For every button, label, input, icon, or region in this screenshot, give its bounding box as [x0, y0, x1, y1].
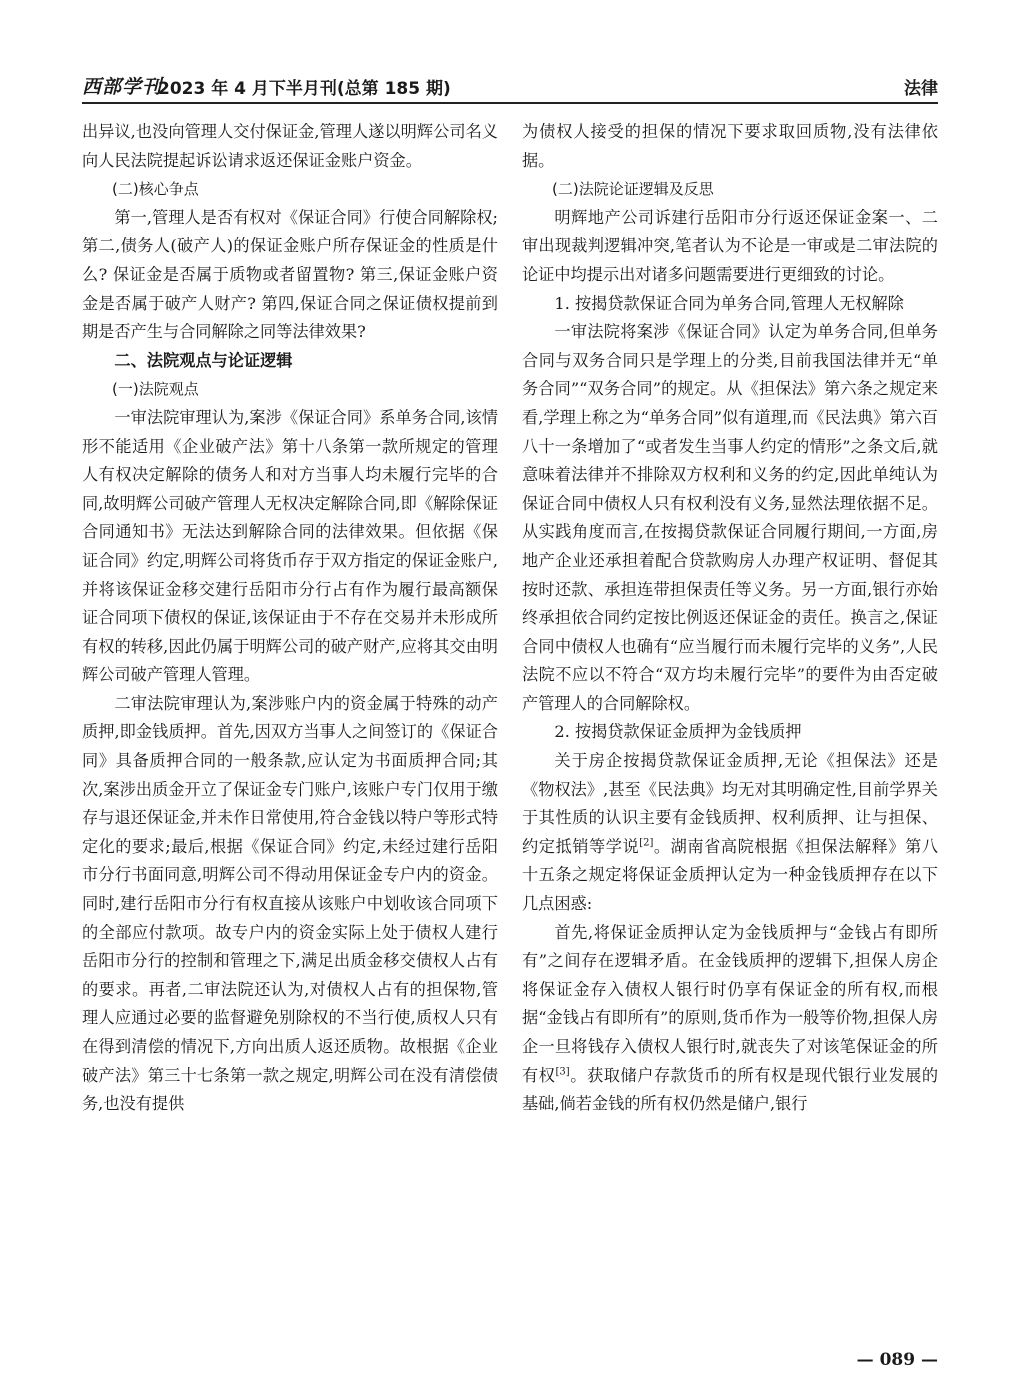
issue-info: 2023 年 4 月下半月刊(总第 185 期) — [158, 79, 451, 99]
paragraph: 为债权人接受的担保的情况下要求取回质物,没有法律依据。 — [522, 122, 938, 170]
numbered-heading: 1. 按揭贷款保证合同为单务合同,管理人无权解除 — [554, 293, 904, 313]
page-header — [82, 62, 938, 104]
subsection-heading: (二)法院论证逻辑及反思 — [552, 180, 714, 199]
subsection-heading: (二)核心争点 — [112, 180, 199, 199]
paragraph: 二审法院审理认为,案涉账户内的资金属于特殊的动产质押,即金钱质押。首先,因双方当事人之间签订的《保证合同》具备质押合同的一般条款,应认定为书面质押合同;其次,案涉出质金开立了保证金专门账户,该账户专门仅用于缴存与退还保证金,并未作日常使用,符合金钱以特户等形式特定化的要求;最后,根据《保证合同》约定,未经过建行岳阳市分行书面同意,明辉公司不得动用保证金专户内的资金。同时,建行岳阳市分行有权直接从该账户中划收该合同项下的全部应付款项。故专户内的资金实际上处于债权人建行岳阳市分行的控制和管理之下,满足出质金移交债权人占有的要求。再者,二审法院还认为,对债权人占有的担保物,管理人应通过必要的监督避免别除权的不当行使,质权人只有在得到清偿的情况下,方向出质人返还质物。故根据《企业破产法》第三十七条第一款之规定,明辉公司在没有清偿债务,也没有提供 — [82, 693, 498, 1114]
paragraph — [522, 919, 938, 1119]
subsection-heading: (一)法院观点 — [112, 380, 199, 399]
text-run: 首先,将保证金质押认定为金钱质押与“金钱占有即所有”之间存在逻辑矛盾。在金钱质押的逻辑下,担保人房企将保证金存入债权人银行时仍享有保证金的所有权,而根据“金钱占有即所有”的原则,货币作为一般等价物,担保人房企一旦将钱存入债权人银行时,就丧失了对该笔保证金的所有权 — [522, 922, 938, 1085]
journal-logo: 西部学刊 — [82, 76, 163, 98]
left-column — [82, 118, 498, 1119]
paragraph — [522, 747, 938, 919]
paragraph: 一审法院将案涉《保证合同》认定为单务合同,但单务合同与双务合同只是学理上的分类,目前我国法律并无“单务合同”“双务合同”的规定。从《担保法》第六条之规定来看,学理上称之为“单务合同”似有道理,而《民法典》第六百八十一条增加了“或者发生当事人约定的情形”之条文后,就意味着法律并不排除双方权利和义务的约定,因此单纯认为保证合同中债权人只有权利没有义务,显然法理依据不足。从实践角度而言,在按揭贷款保证合同履行期间,一方面,房地产企业还承担着配合贷款购房人办理产权证明、督促其按时还款、承担连带担保责任等义务。另一方面,银行亦始终承担依合同约定按比例返还保证金的责任。换言之,保证合同中债权人也确有“应当履行而未履行完毕的义务”,人民法院不应以不符合“双方均未履行完毕”的要件为由否定破产管理人的合同解除权。 — [522, 322, 938, 713]
text-run: 。湖南省高院根据《担保法解释》第八十五条之规定将保证金质押认定为一种金钱质押存在以下几点困惑: — [522, 836, 939, 914]
paragraph: 出异议,也没向管理人交付保证金,管理人遂以明辉公司名义向人民法院提起诉讼请求返还保证金账户资金。 — [82, 122, 498, 170]
paragraph: 一审法院审理认为,案涉《保证合同》系单务合同,该情形不能适用《企业破产法》第十八条第一款所规定的管理人有权决定解除的债务人和对方当事人均未履行完毕的合同,故明辉公司破产管理人无权决定解除合同,即《解除保证合同通知书》无法达到解除合同的法律效果。但依据《保证合同》约定,明辉公司将货币存于双方指定的保证金账户,并将该保证金移交建行岳阳市分行占有作为履行最高额保证合同项下债权的保证,该保证由于不存在交易并未形成所有权的转移,因此仍属于明辉公司的破产财产,应将其交由明辉公司破产管理人管理。 — [82, 407, 498, 685]
page-number: — 089 — — [856, 1350, 938, 1370]
text-run: 关于房企按揭贷款保证金质押,无论《担保法》还是《物权法》,甚至《民法典》均无对其明确定性,目前学界关于其性质的认识主要有金钱质押、权利质押、让与担保、约定抵销等学说 — [522, 751, 938, 856]
citation-ref: [2] — [639, 837, 654, 849]
right-column — [522, 118, 938, 1119]
text-run: 。获取储户存款货币的所有权是现代银行业发展的基础,倘若金钱的所有权仍然是储户,银行 — [522, 1065, 939, 1114]
citation-ref: [3] — [555, 1066, 570, 1078]
paragraph: 第一,管理人是否有权对《保证合同》行使合同解除权;第二,债务人(破产人)的保证金账户所存保证金的性质是什么? 保证金是否属于质物或者留置物? 第三,保证金账户资金是否属于破产人财产? 第四,保证合同之保证债权提前到期是否产生与合同解除之同等法律效果? — [82, 207, 498, 342]
paragraph: 明辉地产公司诉建行岳阳市分行返还保证金案一、二审出现裁判逻辑冲突,笔者认为不论是一审或是二审法院的论证中均提示出对诸多问题需要进行更细致的讨论。 — [522, 207, 938, 284]
numbered-heading: 2. 按揭贷款保证金质押为金钱质押 — [554, 722, 802, 742]
section-heading: 二、法院观点与论证逻辑 — [114, 350, 293, 370]
section-label: 法律 — [904, 79, 938, 99]
